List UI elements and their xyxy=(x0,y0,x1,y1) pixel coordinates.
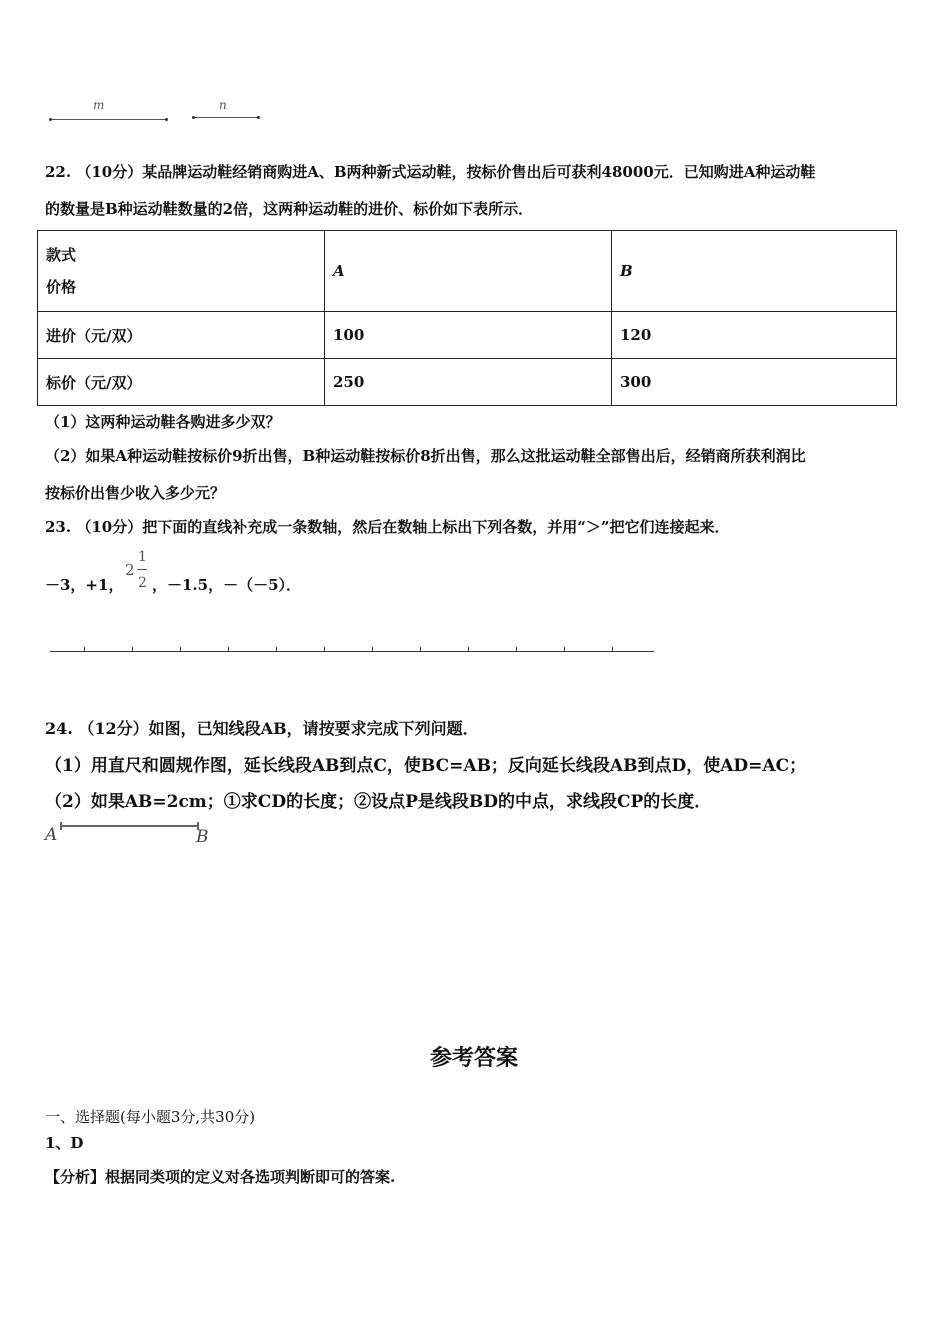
q23-line1: 23. （10分）把下面的直线补充成一条数轴，然后在数轴上标出下列各数，并用“＞”把它们连接起来． xyxy=(45,518,730,536)
number-line-tick xyxy=(276,647,277,652)
segment-m-label: m xyxy=(93,98,105,112)
number-line-tick xyxy=(132,647,133,652)
q24-line2: （1）用直尺和圆规作图，延长线段AB到点C，使BC=AB；反向延长线段AB到点D，使AD=AC； xyxy=(45,756,807,776)
mixed-number xyxy=(125,549,155,595)
segment-n-label: n xyxy=(219,98,227,112)
row-value-b: 120 xyxy=(612,312,897,359)
point-a-label: A xyxy=(45,825,58,845)
mixed-numerator: 1 xyxy=(138,549,147,565)
row-label: 标价（元/双） xyxy=(38,359,325,406)
q24-line3: （2）如果AB=2cm；①求CD的长度；②设点P是线段BD的中点，求线段CP的长度． xyxy=(45,792,712,812)
number-line-tick xyxy=(516,647,517,652)
number-line-tick xyxy=(84,647,85,652)
header-col-a: A xyxy=(325,231,612,312)
answers-title: 参考答案 xyxy=(430,1045,519,1071)
point-b-label: B xyxy=(196,827,209,847)
q24-line1: 24. （12分）如图，已知线段AB，请按要求完成下列问题． xyxy=(45,719,479,738)
row-value-b: 300 xyxy=(612,359,897,406)
answer-1: 1、D xyxy=(45,1134,84,1152)
row-value-a: 250 xyxy=(325,359,612,406)
numbers-start: －3，+1， xyxy=(45,576,124,594)
mixed-whole: 2 xyxy=(125,561,135,579)
answers-section: 一、选择题(每小题3分,共30分) xyxy=(45,1108,256,1126)
q22-line2: 的数量是B种运动鞋数量的2倍，这两种运动鞋的进价、标价如下表所示． xyxy=(45,200,534,218)
row-value-a: 100 xyxy=(325,312,612,359)
header-col-b: B xyxy=(612,231,897,312)
price-table xyxy=(37,230,897,406)
q22-part2-line1: （2）如果A种运动鞋按标价9折出售，B种运动鞋按标价8折出售，那么这批运动鞋全部售出后，经销商所获利润比 xyxy=(45,447,806,465)
table-header-row xyxy=(38,231,897,312)
mixed-denominator: 2 xyxy=(138,575,147,591)
number-line-tick xyxy=(372,647,373,652)
number-line-tick xyxy=(228,647,229,652)
q22-part1: （1）这两种运动鞋各购进多少双？ xyxy=(45,413,281,431)
q23-numbers xyxy=(45,574,123,595)
table-row xyxy=(38,359,897,406)
header-style-label: 款式 xyxy=(46,246,77,264)
table-row xyxy=(38,312,897,359)
fraction-bar xyxy=(137,569,147,570)
number-line-tick xyxy=(612,647,613,652)
q22-line1: 22. （10分）某品牌运动鞋经销商购进A、B两种新式运动鞋，按标价售出后可获利48000元．已知购进A种运动鞋 xyxy=(45,163,816,181)
table-header-cell xyxy=(38,231,325,312)
number-line-tick xyxy=(180,647,181,652)
header-price-label: 价格 xyxy=(46,278,77,296)
number-line-tick xyxy=(468,647,469,652)
number-line-tick xyxy=(420,647,421,652)
answer-1-analysis: 【分析】根据同类项的定义对各选项判断即可的答案. xyxy=(45,1168,396,1186)
row-label: 进价（元/双） xyxy=(38,312,325,359)
number-line-tick xyxy=(324,647,325,652)
number-line-tick xyxy=(564,647,565,652)
numbers-end: ，－1.5，－（－5）． xyxy=(152,576,302,594)
q22-part2-line2: 按标价出售少收入多少元？ xyxy=(45,484,226,502)
